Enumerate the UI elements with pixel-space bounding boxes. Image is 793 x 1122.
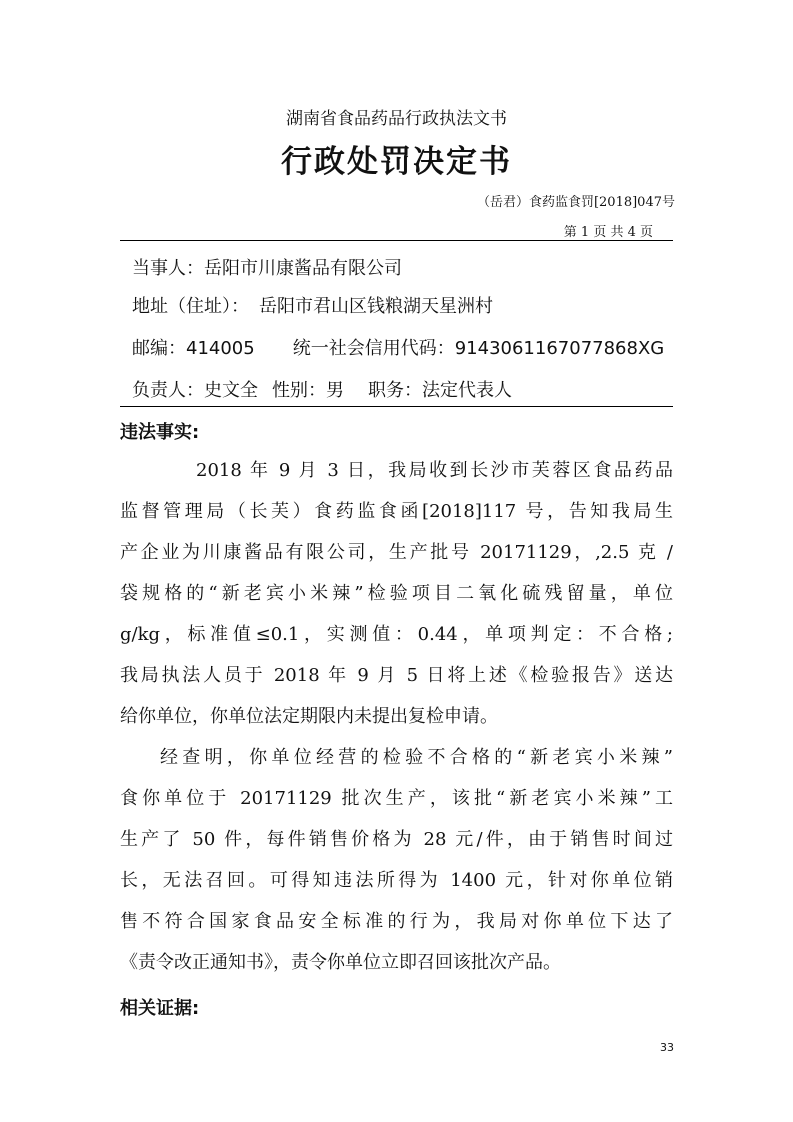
person-value: 史文全 <box>204 380 258 401</box>
facts-line: 给你单位，你单位法定期限内未提出复检申请。 <box>120 706 498 727</box>
postcode-value: 414005 <box>186 338 255 359</box>
document-title: 行政处罚决定书 <box>281 144 512 180</box>
position-label: 职务： <box>368 380 422 401</box>
facts-line: 产企业为川康酱品有限公司，生产批号 20171129，,2.5 克 / <box>120 542 673 563</box>
top-divider <box>120 240 673 241</box>
bottom-divider <box>120 406 673 407</box>
facts-heading: 违法事实: <box>120 422 200 443</box>
address-label: 地址（住址）： <box>132 296 249 317</box>
facts-line: 袋规格的“新老宾小米辣”检验项目二氧化硫残留量，单位 <box>120 583 673 604</box>
facts-line: 售不符合国家食品安全标准的行为，我局对你单位下达了 <box>120 911 673 932</box>
facts-line: 监督管理局（长芙）食药监食函[2018]117 号，告知我局生 <box>120 501 673 522</box>
page-count: 第 1 页 共 4 页 <box>563 225 653 240</box>
party-person-row <box>132 376 512 402</box>
postcode-label: 邮编： <box>132 338 186 359</box>
party-name-value: 岳阳市川康酱品有限公司 <box>204 258 402 279</box>
party-name-label: 当事人： <box>132 258 204 279</box>
facts-line: g/kg，标准值≤0.1，实测值：0.44，单项判定：不合格; <box>120 624 673 645</box>
document-number: （岳君）食药监食罚[2018]047号 <box>476 195 675 210</box>
facts-line: 经查明，你单位经营的检验不合格的“新老宾小米辣” <box>160 747 673 768</box>
person-label: 负责人： <box>132 380 204 401</box>
party-code-row <box>132 334 664 360</box>
facts-line: 生产了 50 件，每件销售价格为 28 元/件，由于销售时间过 <box>120 829 673 850</box>
evidence-heading: 相关证据: <box>120 998 200 1019</box>
page-number: 33 <box>660 1041 674 1054</box>
facts-line: 《责令改正通知书》，责令你单位立即召回该批次产品。 <box>120 952 561 973</box>
facts-line: 食你单位于 20171129 批次生产，该批“新老宾小米辣”工 <box>120 788 673 809</box>
gender-value: 男 <box>326 380 344 401</box>
position-value: 法定代表人 <box>422 380 512 401</box>
credit-code-label: 统一社会信用代码： <box>292 338 455 359</box>
facts-line: 2018 年 9 月 3 日，我局收到长沙市芙蓉区食品药品 <box>196 460 673 481</box>
party-name-row <box>132 254 402 280</box>
facts-line: 长，无法召回。可得知违法所得为 1400 元，针对你单位销 <box>120 870 673 891</box>
party-address-row <box>132 292 493 318</box>
address-value: 岳阳市君山区钱粮湖天星洲村 <box>259 296 493 317</box>
gender-label: 性别： <box>272 380 326 401</box>
credit-code-value: 9143061167077868XG <box>454 338 665 359</box>
header-title: 湖南省食品药品行政执法文书 <box>286 109 507 129</box>
facts-line: 我局执法人员于 2018 年 9 月 5 日将上述《检验报告》送达 <box>120 665 673 686</box>
